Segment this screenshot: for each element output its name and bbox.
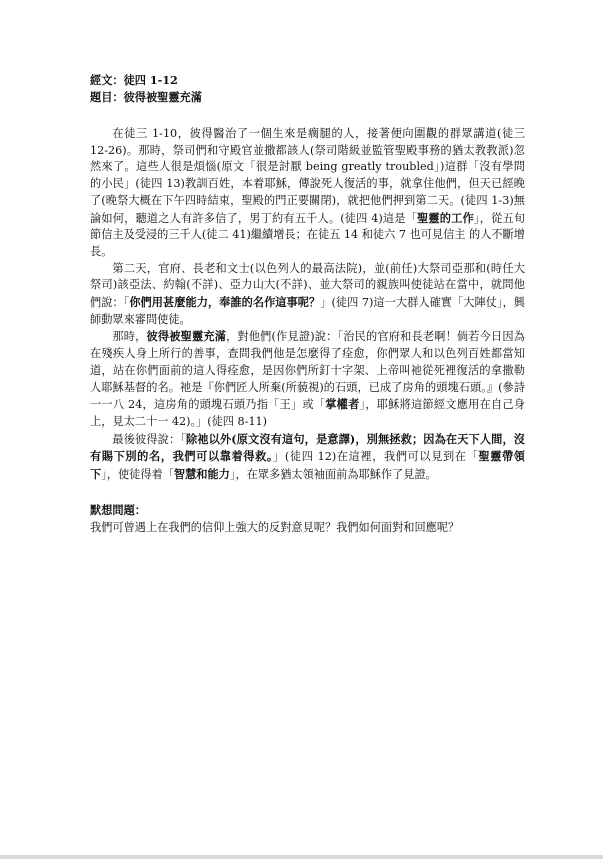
body-text bbox=[90, 126, 525, 484]
emphasis-segment: 智慧和能力 bbox=[173, 467, 230, 482]
emphasis-segment: 聖靈帶領下 bbox=[90, 449, 525, 482]
text-segment: ，對他們(作見證)說：「治民的官府和長老啊！倘若今日因為在殘疾人身上所行的善事，查問我們他是怎麼得了痊愈，你們眾人和以色列百姓都當知道，站在你們面前的這人得痊愈，是因你們所釘十字架、上帝叫祂從死裡復活的拿撒勒人耶穌基督的名。祂是『你們匠人所棄(所藐視)的石頭，已成了房角的頭塊石頭。』(參詩一一八 24，這房角的頭塊石頭乃指「王」或「 bbox=[90, 330, 525, 412]
topic-title: 題目：彼得被聖靈充滿 bbox=[90, 90, 202, 104]
text-segment: 」(徒四 7)這一大群人確實「大陣仗」，興師動眾來審問使徒。 bbox=[90, 296, 525, 326]
reflection-section bbox=[90, 502, 525, 536]
text-segment: 」，使徒得着「 bbox=[101, 468, 174, 482]
text-segment: 在徒三 1-10，彼得醫治了一個生來是瘸腿的人，接著便向圍觀的群眾講道(徒三 12-26)。那時，祭司們和守殿官並撒都該人(祭司階級並監管聖殿事務的猶太教教派)忽然來了。這些人很是煩惱(原文「很是討厭 being greatly troubled」)這群「沒有學問的小民」(徒四 13)教訓百姓，本着耶穌，傳說死人復活的事，就拿住他們，但天已經晚了(晚祭大概在下午四時結束，聖殿的門正要關閉)，就把他們押到第二天。(徒四 1-3)無論如何，聽道之人有許多信了，男丁約有五千人。(徒四 4)這是「 bbox=[90, 127, 525, 225]
page-bottom-border bbox=[0, 855, 603, 859]
paragraph-2 bbox=[90, 261, 525, 329]
text-segment: 」(徒四 12)在這裡，我們可以見到在「 bbox=[273, 450, 479, 464]
emphasis-segment: 除祂以外(原文沒有這句，是意譯)，別無拯救；因為在天下人間，沒有賜下別的名，我們可以靠着得救。 bbox=[90, 431, 525, 464]
text-segment: 那時， bbox=[112, 330, 147, 344]
emphasis-segment: 你們用甚麼能力，奉誰的名作這事呢？ bbox=[129, 295, 321, 310]
text-segment: 最後彼得說：「 bbox=[112, 432, 187, 446]
text-segment: 第二天，官府、長老和文士(以色列人的最高法院)，並(前任)大祭司亞那和(時任大祭司)該亞法、約翰(不詳)、亞力山大(不詳)、並大祭司的親族叫使徒站在當中，就問他們說：「 bbox=[90, 261, 525, 310]
paragraph-4 bbox=[90, 431, 525, 484]
text-segment: 」，從五旬節信主及受浸的三千人(徒二 41)繼續增長；在徒五 14 和徒六 7 也可見信主 的人不斷增長。 bbox=[90, 211, 526, 258]
emphasis-segment: 掌權者 bbox=[325, 397, 360, 412]
reflection-question: 我們可曾遇上在我們的信仰上強大的反對意見呢？我們如何面對和回應呢？ bbox=[90, 520, 460, 534]
paragraph-3 bbox=[90, 328, 525, 430]
text-segment: 」，在眾多猶太領袖面前為耶穌作了見證。 bbox=[229, 468, 437, 482]
scripture-reference: 經文：徒四 1-12 bbox=[90, 73, 178, 87]
paragraph-1 bbox=[90, 126, 525, 261]
emphasis-segment: 彼得被聖靈充滿 bbox=[146, 329, 227, 344]
emphasis-segment: 聖靈的工作 bbox=[417, 210, 474, 225]
reflection-title: 默想問題： bbox=[90, 502, 146, 517]
text-segment: 」，耶穌將這節經文應用在自己身上，見太二十一 42)。」(徒四 8-11) bbox=[90, 398, 525, 428]
